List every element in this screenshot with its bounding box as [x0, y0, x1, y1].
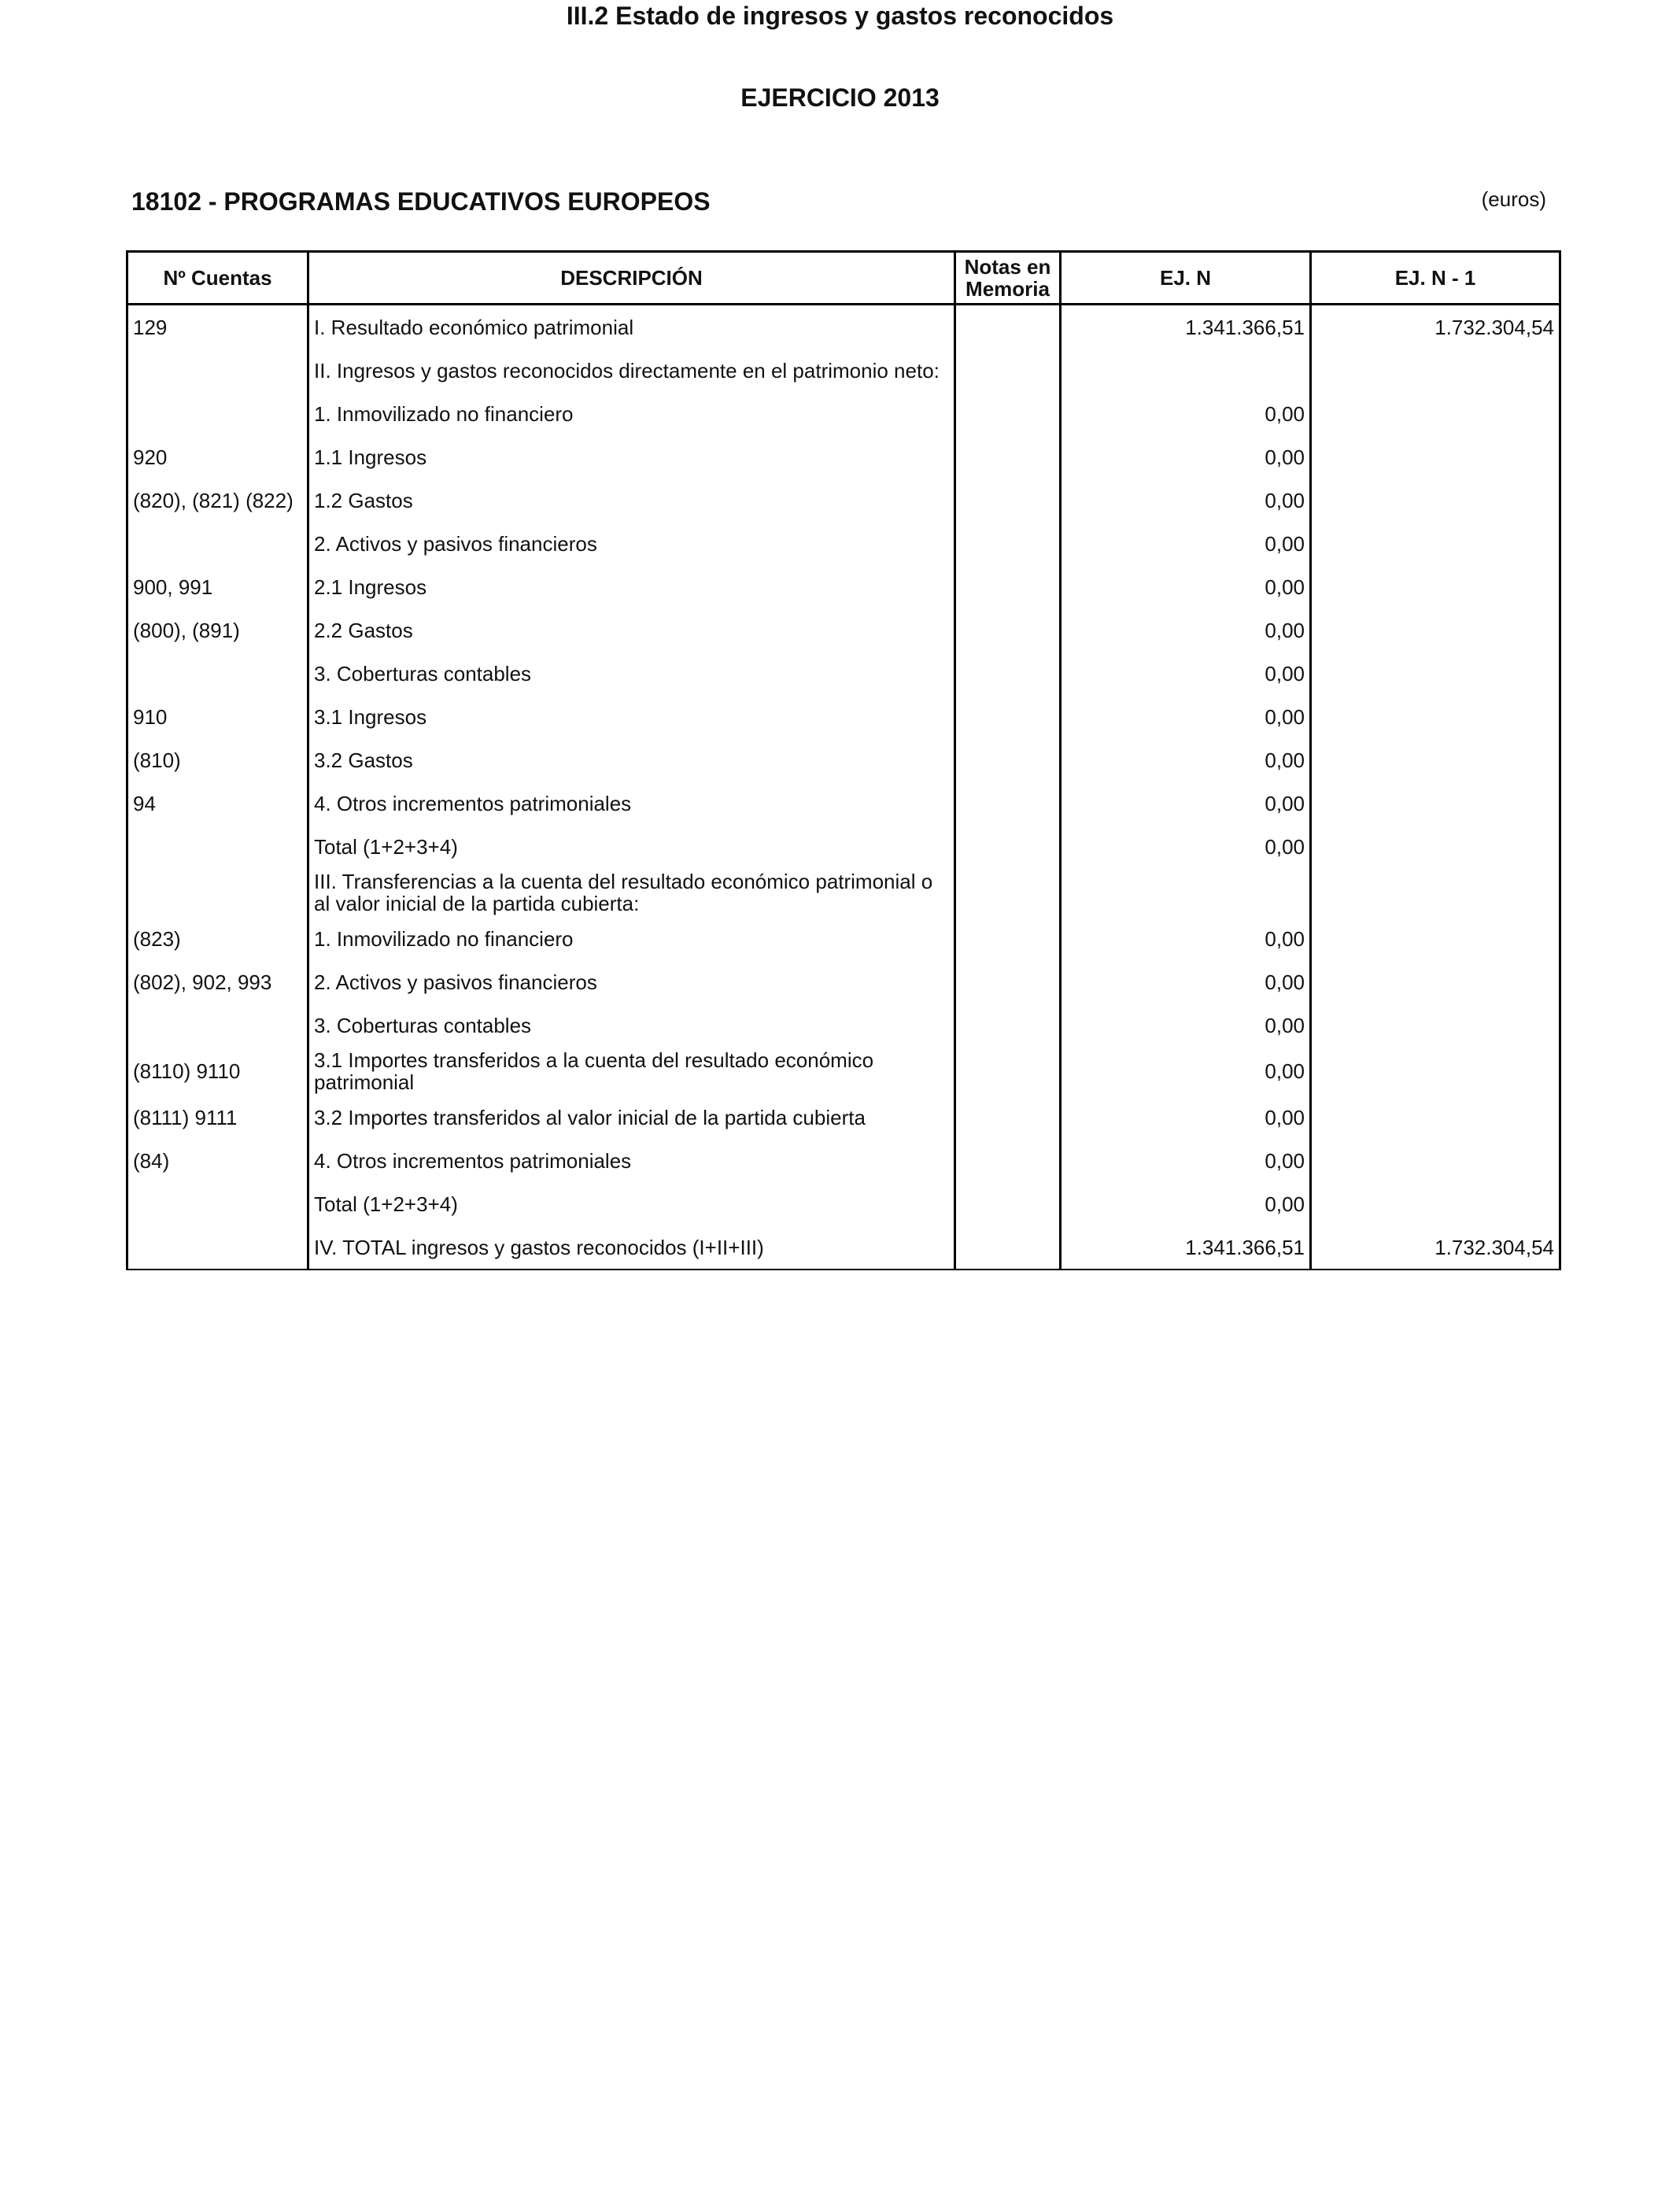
table-header-row — [127, 252, 1560, 305]
cell-year-n: 0,00 — [1061, 565, 1311, 608]
table-row — [127, 917, 1560, 960]
cell-accounts: 129 — [127, 305, 308, 349]
cell-year-n1: 1.732.304,54 — [1311, 1225, 1560, 1270]
cell-description: 3.2 Gastos — [308, 738, 955, 782]
table-row — [127, 782, 1560, 825]
cell-notes — [955, 868, 1061, 917]
cell-year-n: 0,00 — [1061, 1047, 1311, 1096]
cell-year-n: 0,00 — [1061, 1139, 1311, 1182]
cell-notes — [955, 738, 1061, 782]
cell-notes — [955, 825, 1061, 868]
table-row — [127, 1047, 1560, 1096]
cell-year-n1 — [1311, 1003, 1560, 1047]
cell-year-n1 — [1311, 960, 1560, 1003]
cell-accounts — [127, 1225, 308, 1270]
cell-description: 1. Inmovilizado no financiero — [308, 392, 955, 435]
cell-accounts — [127, 1003, 308, 1047]
cell-notes — [955, 349, 1061, 392]
cell-description: 2. Activos y pasivos financieros — [308, 522, 955, 565]
cell-year-n1 — [1311, 917, 1560, 960]
cell-accounts — [127, 349, 308, 392]
cell-notes — [955, 782, 1061, 825]
column-header-year-n: EJ. N — [1061, 252, 1311, 305]
cell-notes — [955, 608, 1061, 652]
table-row — [127, 652, 1560, 695]
cell-year-n: 0,00 — [1061, 917, 1311, 960]
cell-description: 3. Coberturas contables — [308, 1003, 955, 1047]
cell-description: 3.1 Importes transferidos a la cuenta del resultado económico patrimonial — [308, 1047, 955, 1096]
table-row — [127, 1096, 1560, 1139]
cell-description: 2.2 Gastos — [308, 608, 955, 652]
cell-description: Total (1+2+3+4) — [308, 825, 955, 868]
cell-year-n: 0,00 — [1061, 392, 1311, 435]
cell-year-n: 0,00 — [1061, 1003, 1311, 1047]
cell-year-n1 — [1311, 1096, 1560, 1139]
column-header-year-n1: EJ. N - 1 — [1311, 252, 1560, 305]
cell-year-n: 1.341.366,51 — [1061, 305, 1311, 349]
cell-notes — [955, 1096, 1061, 1139]
cell-year-n: 0,00 — [1061, 825, 1311, 868]
cell-notes — [955, 1047, 1061, 1096]
cell-description: I. Resultado económico patrimonial — [308, 305, 955, 349]
cell-year-n1 — [1311, 695, 1560, 738]
cell-description: 3. Coberturas contables — [308, 652, 955, 695]
cell-accounts — [127, 392, 308, 435]
table-row — [127, 349, 1560, 392]
table-row — [127, 960, 1560, 1003]
entity-heading: 18102 - PROGRAMAS EDUCATIVOS EUROPEOS — [131, 187, 711, 216]
table-row — [127, 1182, 1560, 1225]
currency-units-label: (euros) — [1481, 187, 1546, 211]
cell-description: 1. Inmovilizado no financiero — [308, 917, 955, 960]
cell-description: 3.1 Ingresos — [308, 695, 955, 738]
cell-description: IV. TOTAL ingresos y gastos reconocidos (I+II+III) — [308, 1225, 955, 1270]
cell-year-n — [1061, 349, 1311, 392]
column-header-description: DESCRIPCIÓN — [308, 252, 955, 305]
table-row — [127, 1139, 1560, 1182]
cell-notes — [955, 392, 1061, 435]
cell-notes — [955, 960, 1061, 1003]
table-row — [127, 608, 1560, 652]
cell-notes — [955, 479, 1061, 522]
cell-accounts — [127, 652, 308, 695]
cell-year-n: 1.341.366,51 — [1061, 1225, 1311, 1270]
cell-accounts: 910 — [127, 695, 308, 738]
cell-description: 2.1 Ingresos — [308, 565, 955, 608]
table-row — [127, 868, 1560, 917]
cell-year-n: 0,00 — [1061, 738, 1311, 782]
cell-year-n1 — [1311, 522, 1560, 565]
cell-notes — [955, 1003, 1061, 1047]
cell-notes — [955, 695, 1061, 738]
document-title: III.2 Estado de ingresos y gastos reconocidos — [566, 2, 1114, 30]
column-header-notes: Notas en Memoria — [955, 252, 1061, 305]
cell-year-n1 — [1311, 608, 1560, 652]
cell-accounts: (820), (821) (822) — [127, 479, 308, 522]
cell-description: 4. Otros incrementos patrimoniales — [308, 782, 955, 825]
cell-accounts: (823) — [127, 917, 308, 960]
cell-accounts: (802), 902, 993 — [127, 960, 308, 1003]
cell-year-n — [1061, 868, 1311, 917]
cell-year-n: 0,00 — [1061, 479, 1311, 522]
cell-notes — [955, 1182, 1061, 1225]
fiscal-year-heading: EJERCICIO 2013 — [740, 83, 940, 112]
cell-year-n1 — [1311, 825, 1560, 868]
cell-year-n1 — [1311, 1139, 1560, 1182]
cell-accounts: (8111) 9111 — [127, 1096, 308, 1139]
cell-notes — [955, 305, 1061, 349]
cell-accounts: 920 — [127, 435, 308, 479]
cell-notes — [955, 565, 1061, 608]
table-row — [127, 522, 1560, 565]
income-expense-statement-table — [126, 250, 1561, 1270]
cell-year-n1 — [1311, 392, 1560, 435]
table-row — [127, 825, 1560, 868]
table-body — [127, 305, 1560, 1270]
cell-accounts: 94 — [127, 782, 308, 825]
cell-year-n1 — [1311, 435, 1560, 479]
cell-notes — [955, 917, 1061, 960]
table-row — [127, 305, 1560, 349]
cell-description: 1.2 Gastos — [308, 479, 955, 522]
cell-description: Total (1+2+3+4) — [308, 1182, 955, 1225]
table-row — [127, 738, 1560, 782]
table-row — [127, 435, 1560, 479]
cell-year-n: 0,00 — [1061, 435, 1311, 479]
cell-year-n1 — [1311, 1182, 1560, 1225]
table-row — [127, 695, 1560, 738]
cell-description: 1.1 Ingresos — [308, 435, 955, 479]
cell-year-n: 0,00 — [1061, 782, 1311, 825]
cell-year-n: 0,00 — [1061, 695, 1311, 738]
cell-accounts: 900, 991 — [127, 565, 308, 608]
cell-year-n: 0,00 — [1061, 652, 1311, 695]
cell-year-n1 — [1311, 782, 1560, 825]
cell-description: 3.2 Importes transferidos al valor inicial de la partida cubierta — [308, 1096, 955, 1139]
cell-year-n1 — [1311, 1047, 1560, 1096]
cell-description: 4. Otros incrementos patrimoniales — [308, 1139, 955, 1182]
column-header-accounts: Nº Cuentas — [127, 252, 308, 305]
cell-description: 2. Activos y pasivos financieros — [308, 960, 955, 1003]
cell-year-n: 0,00 — [1061, 608, 1311, 652]
table-row — [127, 1003, 1560, 1047]
cell-year-n1 — [1311, 738, 1560, 782]
cell-year-n1 — [1311, 349, 1560, 392]
table-row — [127, 392, 1560, 435]
cell-year-n: 0,00 — [1061, 960, 1311, 1003]
cell-accounts — [127, 522, 308, 565]
cell-description: II. Ingresos y gastos reconocidos directamente en el patrimonio neto: — [308, 349, 955, 392]
cell-year-n1 — [1311, 479, 1560, 522]
cell-accounts — [127, 1182, 308, 1225]
cell-year-n: 0,00 — [1061, 1182, 1311, 1225]
cell-notes — [955, 435, 1061, 479]
cell-year-n1 — [1311, 652, 1560, 695]
cell-accounts — [127, 868, 308, 917]
cell-description: III. Transferencias a la cuenta del resultado económico patrimonial o al valor inicial de la partida cubierta: — [308, 868, 955, 917]
cell-year-n1: 1.732.304,54 — [1311, 305, 1560, 349]
cell-notes — [955, 1225, 1061, 1270]
cell-accounts: (84) — [127, 1139, 308, 1182]
cell-notes — [955, 1139, 1061, 1182]
table-row — [127, 479, 1560, 522]
table-row — [127, 1225, 1560, 1270]
cell-year-n1 — [1311, 565, 1560, 608]
cell-accounts: (800), (891) — [127, 608, 308, 652]
cell-accounts: (8110) 9110 — [127, 1047, 308, 1096]
cell-year-n: 0,00 — [1061, 522, 1311, 565]
cell-year-n1 — [1311, 868, 1560, 917]
cell-accounts: (810) — [127, 738, 308, 782]
cell-notes — [955, 652, 1061, 695]
cell-notes — [955, 522, 1061, 565]
cell-accounts — [127, 825, 308, 868]
cell-year-n: 0,00 — [1061, 1096, 1311, 1139]
table-row — [127, 565, 1560, 608]
